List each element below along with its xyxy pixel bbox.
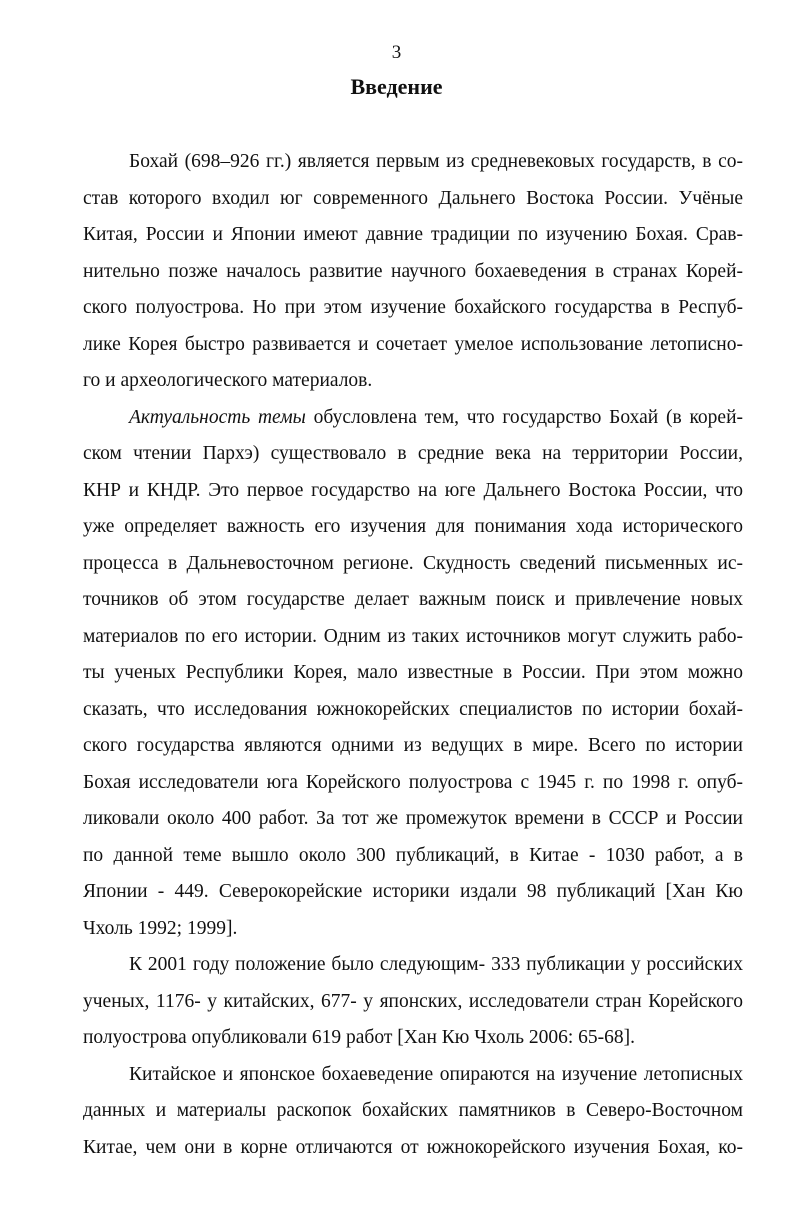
paragraph-3 (83, 947, 743, 1057)
text-line: ликовали около 400 работ. За тот же промежуток времени в СССР и России (83, 808, 743, 829)
text-line: лике Корея быстро развивается и сочетает умелое использование летописно- (83, 333, 743, 355)
text-line: ученых, 1176- у китайских, 677- у японских, исследователи стран Корейского (83, 990, 743, 1012)
text-line (83, 400, 743, 437)
text-line: нительно позже началось развитие научного бохаеведения в странах Корей- (83, 260, 743, 282)
text-line: ты ученых Республики Корея, мало известные в России. При этом можно (83, 662, 743, 683)
text-line: Китая, России и Японии имеют давние традиции по изучению Бохая. Срав- (83, 224, 743, 245)
text-segment: обусловлена тем, что государство Бохай (в корей- (305, 406, 744, 428)
text-line: ского государства являются одними из ведущих в мире. Всего по истории (83, 735, 743, 756)
paragraph-4 (83, 1057, 743, 1167)
italic-lead: Актуальность темы (129, 406, 306, 428)
text-line: став которого входил юг современного Дальнего Востока России. Учёные (83, 187, 743, 209)
text-line: Чхоль 1992; 1999]. (83, 917, 238, 939)
text-line: ском чтении Пархэ) существовало в средние века на территории России, (83, 443, 743, 464)
text-line: данных и материалы раскопок бохайских памятников в Северо-Восточном (83, 1100, 743, 1121)
text-line: точников об этом государстве делает важным поиск и привлечение новых (83, 589, 743, 610)
text-line: КНР и КНДР. Это первое государство на юге Дальнего Востока России, что (83, 479, 743, 501)
text-line: Бохая исследователи юга Корейского полуострова с 1945 г. по 1998 г. опуб- (83, 771, 743, 793)
text-line: го и археологического материалов. (83, 370, 373, 391)
text-line: полуострова опубликовали 619 работ [Хан Кю Чхоль 2006: 65-68]. (83, 1027, 636, 1048)
page-title: Введение (350, 74, 443, 99)
paragraph-2 (83, 400, 743, 948)
text-line: К 2001 году положение было следующим- 333 публикации у российских (129, 954, 743, 975)
text-line: процесса в Дальневосточном регионе. Скудность сведений письменных ис- (83, 552, 743, 574)
page-number: 3 (391, 42, 402, 63)
text-line: Бохай (698–926 гг.) является первым из средневековых государств, в со- (129, 151, 743, 172)
body-text (83, 144, 743, 1166)
text-line: Японии - 449. Северокорейские историки издали 98 публикаций [Хан Кю (83, 881, 743, 902)
text-line: уже определяет важность его изучения для понимания хода исторического (83, 516, 743, 537)
text-line: Китайское и японское бохаеведение опираются на изучение летописных (129, 1063, 743, 1085)
text-line: сказать, что исследования южнокорейских специалистов по истории бохай- (83, 698, 743, 720)
text-line: ского полуострова. Но при этом изучение бохайского государства в Респуб- (83, 297, 743, 318)
text-line: материалов по его истории. Одним из таких источников могут служить рабо- (83, 625, 743, 647)
paragraph-1 (83, 144, 743, 400)
text-line: по данной теме вышло около 300 публикаций, в Китае - 1030 работ, а в (83, 844, 743, 866)
text-line: Китае, чем они в корне отличаются от южнокорейского изучения Бохая, ко- (83, 1136, 743, 1158)
